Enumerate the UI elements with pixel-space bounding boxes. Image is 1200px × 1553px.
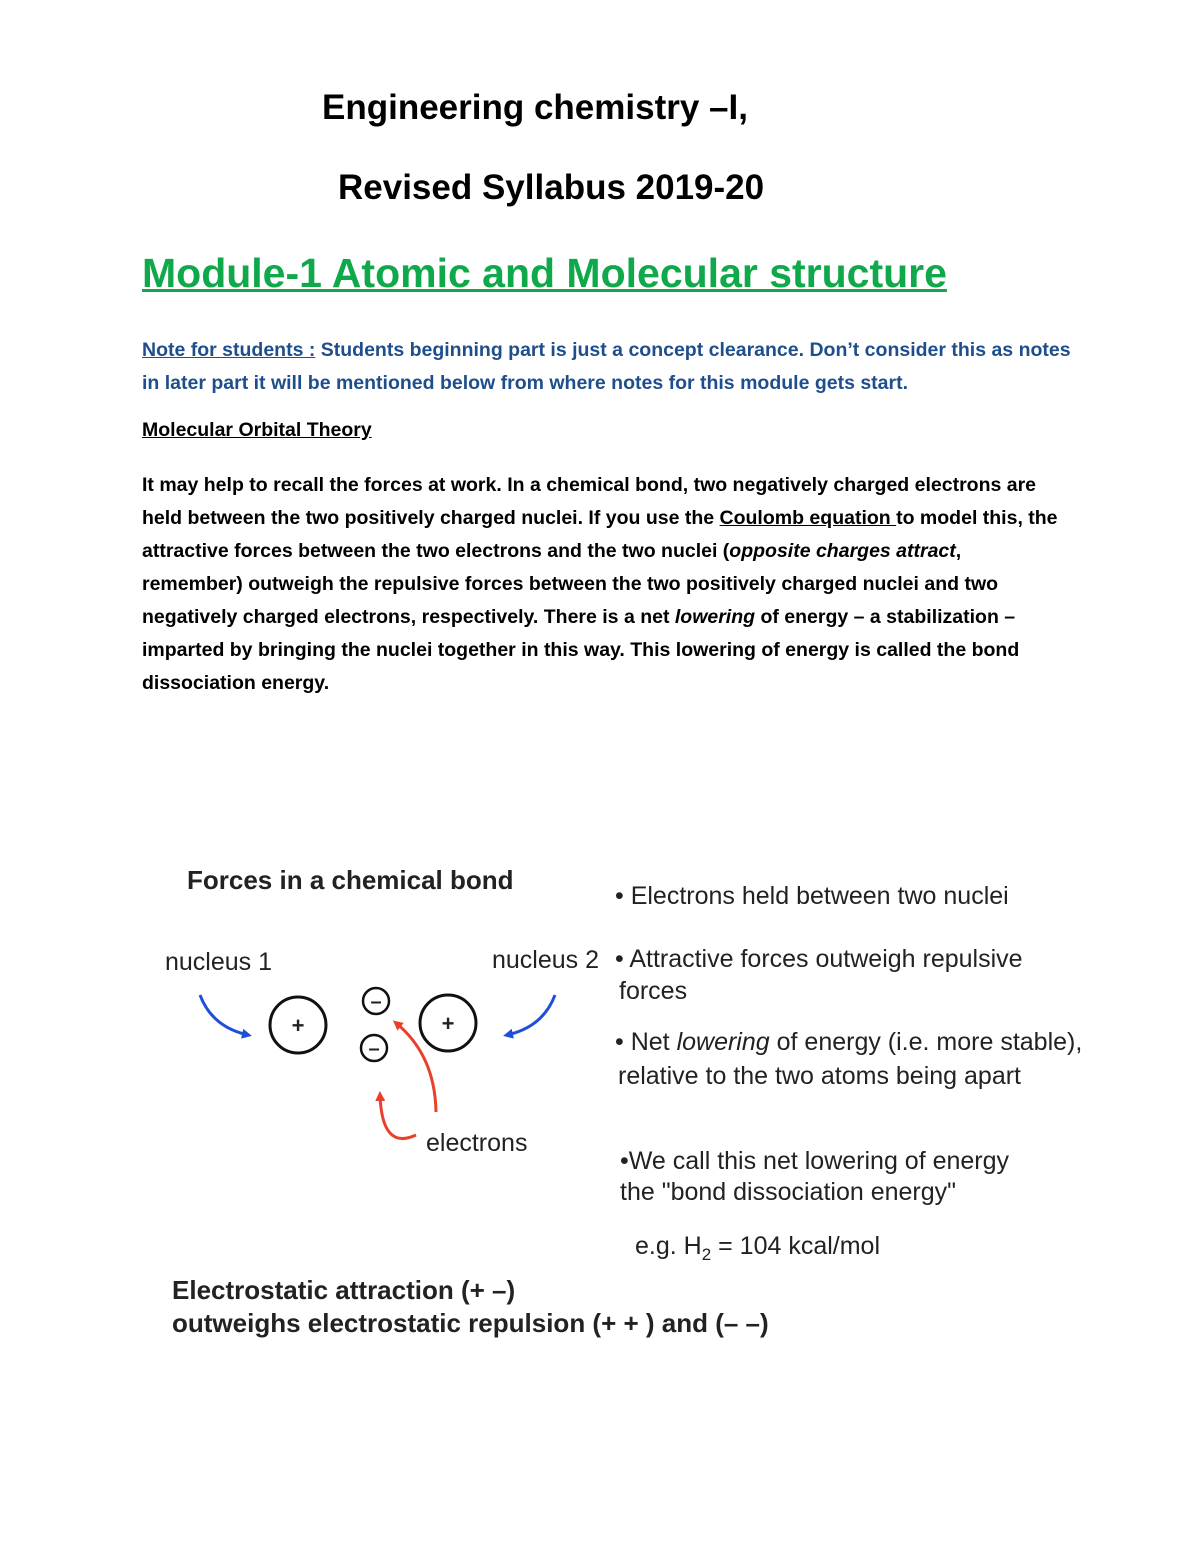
section-title: Molecular Orbital Theory [142, 419, 372, 441]
syllabus-title: Revised Syllabus 2019-20 [338, 168, 765, 207]
caption-line-1: Electrostatic attraction (+ –) [172, 1275, 516, 1305]
blue-arrow-left [200, 995, 248, 1035]
chemical-bond-figure [150, 855, 1083, 1355]
nucleus-2-label: nucleus 2 [492, 946, 600, 974]
para-text-3: , remember) outweigh the repulsive forces between the two positively charged nuclei and two negatively charged electrons, respectively. There is a net [142, 540, 999, 628]
para-italic-2: lowering [674, 606, 756, 628]
example-sub: 2 [701, 1245, 712, 1264]
para-italic-1: opposite charges attract [729, 540, 956, 562]
bullet-2-line-2: forces [619, 977, 688, 1005]
module-heading: Module-1 Atomic and Molecular structure [142, 250, 947, 296]
bullet-4-line-1: •We call this net lowering of energy [620, 1147, 1010, 1175]
nucleus-1-label: nucleus 1 [165, 948, 273, 976]
bullet-1: • Electrons held between two nuclei [615, 882, 1009, 910]
blue-arrow-right [507, 995, 555, 1035]
bullet-2-line-1: • Attractive forces outweigh repulsive [615, 945, 1023, 973]
course-title: Engineering chemistry –I, [322, 88, 748, 127]
electron-2-minus: – [368, 1038, 380, 1060]
electrons-label: electrons [426, 1129, 528, 1157]
example-post: = 104 kcal/mol [711, 1232, 881, 1260]
para-text-1: It may help to recall the forces at work. In a chemical bond, two negatively charged electrons are held between the two positively charged nuclei. If you use the [142, 474, 1037, 529]
bond-diagram [150, 855, 610, 1195]
body-paragraph [142, 469, 1062, 700]
para-text-2: to model this, the attractive forces between the two electrons and the two nuclei ( [142, 507, 1058, 562]
bullet-3-post: of energy (i.e. more stable), [769, 1028, 1083, 1056]
note-text: Students beginning part is just a concept clearance. Don’t consider this as notes in later part it will be mentioned below from where notes for this module gets start. [142, 339, 1071, 394]
red-arrow-upper [396, 1023, 436, 1112]
bullet-3-line-1 [615, 1026, 1082, 1058]
electron-1-minus: – [370, 991, 382, 1013]
note-for-students [142, 334, 1072, 400]
figure-title: Forces in a chemical bond [187, 865, 514, 895]
caption-line-2: outweighs electrostatic repulsion (+ + ) and (– –) [172, 1308, 769, 1338]
coulomb-equation-link[interactable]: Coulomb equation [719, 507, 897, 529]
para-text-4: of energy – a stabilization – imparted by bringing the nuclei together in this way. This lowering of energy is called the bond dissociation energy. [142, 606, 1020, 694]
bullet-4-line-2: the "bond dissociation energy" [620, 1178, 957, 1206]
nucleus-2-plus: + [441, 1011, 455, 1036]
note-label: Note for students : [142, 339, 316, 361]
red-arrow-lower [380, 1095, 416, 1139]
nucleus-1-plus: + [291, 1013, 305, 1038]
bullet-3-line-2: relative to the two atoms being apart [618, 1062, 1022, 1090]
bullet-3-pre: • Net [615, 1028, 677, 1056]
bullet-3-italic: lowering [676, 1028, 770, 1056]
example-pre: e.g. H [635, 1232, 702, 1260]
example-h2 [635, 1230, 880, 1271]
